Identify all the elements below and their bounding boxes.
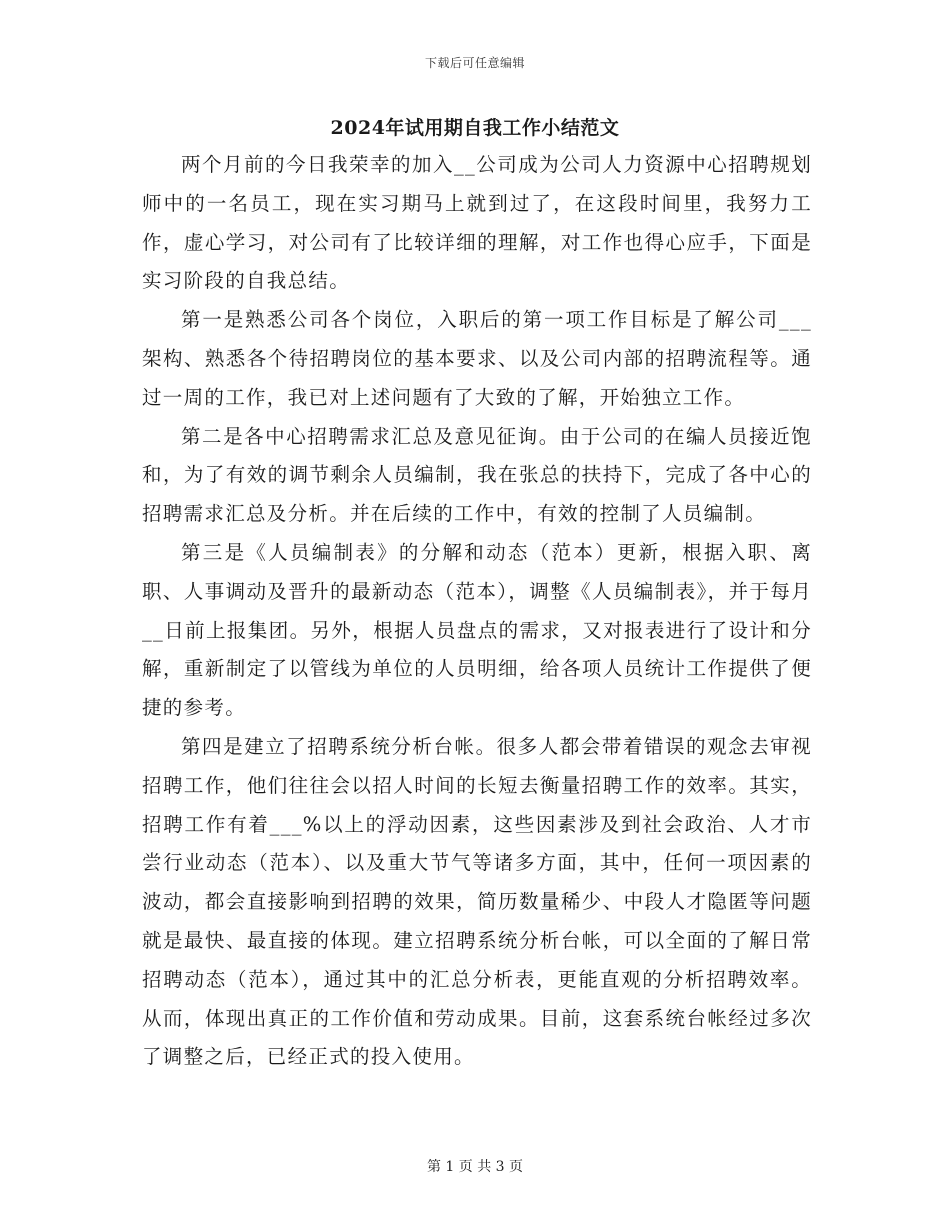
page-indicator: 第 1 页 共 3 页 xyxy=(426,1159,524,1175)
paragraph: 第一是熟悉公司各个岗位，入职后的第一项工作目标是了解公司___架构、熟悉各个待招聘岗位的基本要求、以及公司内部的招聘流程等。通过一周的工作，我已对上述问题有了大致的了解，开始独立工作。 xyxy=(142,308,812,409)
paragraph: 第四是建立了招聘系统分析台帐。很多人都会带着错误的观念去审视招聘工作，他们往往会以招人时间的长短去衡量招聘工作的效率。其实，招聘工作有着___%以上的浮动因素，这些因素涉及到社会政治、人才市尝行业动态（范本）、以及重大节气等诸多方面，其中，任何一项因素的波动，都会直接影响到招聘的效果，简历数量稀少、中段人才隐匿等问题就是最快、最直接的体现。建立招聘系统分析台帐，可以全面的了解日常招聘动态（范本），通过其中的汇总分析表，更能直观的分析招聘效率。从而，体现出真正的工作价值和劳动成果。目前，这套系统台帐经过多次了调整之后，已经正式的投入使用。 xyxy=(142,734,812,1069)
document-body xyxy=(142,146,812,1077)
header-note: 下载后可任意编辑 xyxy=(424,56,525,70)
paragraph: 第二是各中心招聘需求汇总及意见征询。由于公司的在编人员接近饱和，为了有效的调节剩余人员编制，我在张总的扶持下，完成了各中心的招聘需求汇总及分析。并在后续的工作中，有效的控制了人员编制。 xyxy=(142,424,812,526)
document-title: 2024年试用期自我工作小结范文 xyxy=(330,117,620,139)
paragraph: 第三是《人员编制表》的分解和动态（范本）更新，根据入职、离职、人事调动及晋升的最新动态（范本），调整《人员编制表》，并于每月__日前上报集团。另外，根据人员盘点的需求，又对报表进行了设计和分解，重新制定了以管线为单位的人员明细，给各项人员统计工作提供了便捷的参考。 xyxy=(142,540,812,720)
paragraph: 两个月前的今日我荣幸的加入__公司成为公司人力资源中心招聘规划师中的一名员工，现在实习期马上就到过了，在这段时间里，我努力工作，虚心学习，对公司有了比较详细的理解，对工作也得心应手，下面是实习阶段的自我总结。 xyxy=(142,153,812,293)
